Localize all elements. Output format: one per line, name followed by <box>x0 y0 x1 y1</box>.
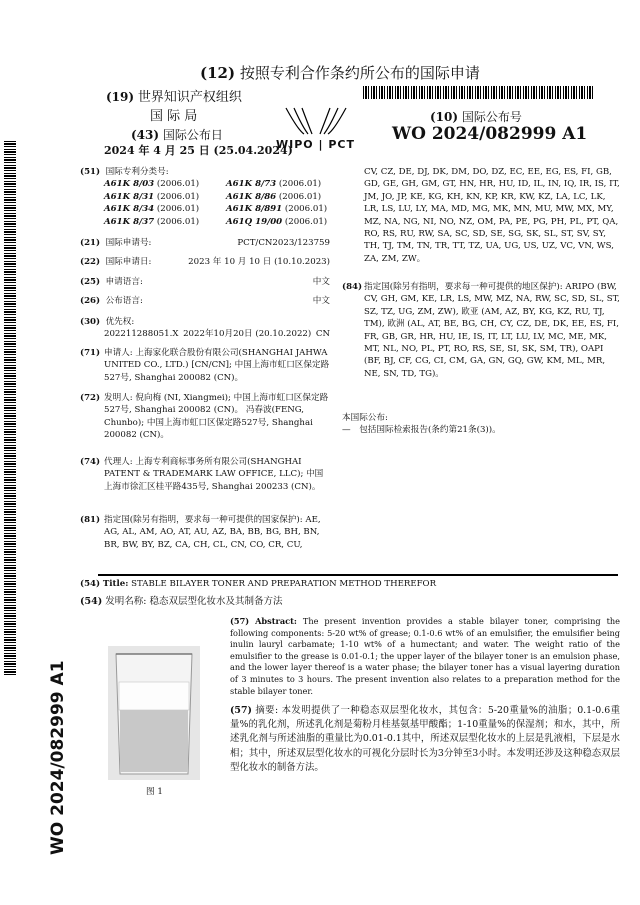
regional-protection: (84) 指定国(除另有指明，要求每一种可提供的地区保护): ARIPO (BW, CV, GH, GM, KE, LR, LS, MW, MZ, NA, RW, SC, SD, SL, ST, SZ, TZ, UG, ZM, ZW), 欧亚 (AM, AZ, BY, KG, KZ, RU, TJ, TM), 欧洲 (AL, AT, BE, BG, CH, CY, CZ, DE, DK, EE, ES, FI, FR, GB, GR, HR, HU, IE, IS, IT, LT, LU, LV, MC, ME, MK, MT, NL, NO, PL, PT, RO, RS, SE, SI, SK, SM, TR), OAPI (BF, BJ, CF, CG, CI, CM, GA, GN, GQ, GW, KM, ML, MR, NE, SN, TD, TG)。 <box>342 282 620 379</box>
agent-section: (74) 代理人: 上海专利商标事务所有限公司(SHANGHAI PATENT & TRADEMARK LAW OFFICE, LLC); 中国上海市徐汇区桂平路435号, Shanghai 200233 (CN)。 <box>80 457 324 492</box>
publication-number-label: (10) 国际公布号 <box>430 110 522 124</box>
side-publication-number: WO 2024/082999 A1 <box>48 660 68 855</box>
priority-country: CN <box>315 329 330 340</box>
ipc-code: A61K 8/03 (2006.01) <box>104 179 200 190</box>
priority-section: (30) 优先权: 202211288051.X 2022年10月20日 (20.10.2022) CN <box>80 317 330 340</box>
ipc-code: A61K 8/73 (2006.01) <box>226 179 322 190</box>
publication-number: WO 2024/082999 A1 <box>392 124 588 144</box>
barcode-top <box>363 86 593 99</box>
ipc-codes <box>80 178 330 228</box>
publication-note: 本国际公布: — 包括国际检索报告(条约第21条(3))。 <box>342 413 501 436</box>
ipc-section: (51) 国际专利分类号: A61K 8/03 (2006.01) A61K 8/73 (2006.01) A61K 8/31 (2006.01) A61K 8/86 (2006.01) A61K 8/34 (2006.01) A61K 8/891 (2006.01) A61K 8/37 (2006.01) A61Q 19/00 (2006.01) <box>80 166 330 228</box>
priority-number: 202211288051.X <box>104 329 179 340</box>
designated-states-continued: CV, CZ, DE, DJ, DK, DM, DO, DZ, EC, EE, EG, ES, FI, GB, GD, GE, GH, GM, GT, HN, HR, HU, ID, IL, IN, IQ, IR, IS, IT, JM, JO, JP, KE, KG, KH, KN, KP, KR, KW, KZ, LA, LC, LK, LR, LS, LU, LY, MA, MD, MG, MK, MN, MU, MW, MX, MY, MZ, NA, NG, NI, NO, NZ, OM, PA, PE, PG, PH, PL, PT, QA, RO, RS, RU, RW, SA, SC, SD, SE, SG, SK, SL, ST, SV, SY, TH, TJ, TM, TN, TR, TT, TZ, UA, UG, US, UZ, VC, VN, WS, ZA, ZM, ZW。 <box>364 167 620 264</box>
ipc-code: A61K 8/891 (2006.01) <box>226 204 328 215</box>
title-chinese: (54) 发明名称: 稳态双层型化妆水及其制备方法 <box>80 596 283 607</box>
title-english: (54) Title: STABLE BILAYER TONER AND PREPARATION METHOD THEREFOR <box>80 579 437 589</box>
application-field-value: PCT/CN2023/123759 <box>237 238 330 248</box>
ipc-code: A61K 8/34 (2006.01) <box>104 204 200 215</box>
application-field-value: 中文 <box>312 296 330 307</box>
publication-date: 2024 年 4 月 25 日 (25.04.2024) <box>104 144 293 157</box>
ipc-code: A61Q 19/00 (2006.01) <box>226 216 328 227</box>
priority-date: 2022年10月20日 (20.10.2022) <box>183 329 312 340</box>
application-field-row: (22) 国际申请日: 2023 年 10 月 10 日 (10.10.2023) <box>80 257 330 268</box>
publication-date-label: (43) 国际公布日 <box>131 128 223 142</box>
applicant-section: (71) 申请人: 上海家化联合股份有限公司(SHANGHAI JAHWA UNITED CO., LTD.) [CN/CN]; 中国上海市虹口区保定路527号, Shanghai 200082 (CN)。 <box>80 348 330 383</box>
divider <box>98 574 618 576</box>
wipo-logo: WIPO | PCT <box>268 104 364 152</box>
organization: (19) 世界知识产权组织 国 际 局 <box>106 90 242 124</box>
inventors-section: (72) 发明人: 倪向梅 (NI, Xiangmei); 中国上海市虹口区保定路527号, Shanghai 200082 (CN)。 冯春波(FENG, Chunbo); 中国上海市虹口区保定路527号, Shanghai 200082 (CN)。 <box>80 393 329 441</box>
barcode-side <box>4 140 16 675</box>
document-title: (12) 按照专利合作条约所公布的国际申请 <box>200 64 480 82</box>
abstract-english: (57) Abstract: The present invention provides a stable bilayer toner, comprising the following components: 5-20 wt% of grease; 0.1-0.6 wt% of an emulsifier, the emulsifier being inulin lauryl carbamate; 1-10 wt% of a humectant; and water. The weight ratio of the emulsifier to the grease is 0.01-0.1; the upper layer of the bilayer toner is an emulsion phase, and the lower layer thereof is a water phase; the bilayer toner has a visual layering duration of 3 minutes to 3 hours. The present invention also relates to a preparation method for the stable bilayer toner. <box>230 616 620 696</box>
application-field-row: (26) 公布语言: 中文 <box>80 296 330 307</box>
abstract-chinese: (57) 摘要: 本发明提供了一种稳态双层型化妆水，其包含：5-20重量%的油脂；0.1-0.6重量%的乳化剂，所述乳化剂是菊粉月桂基氨基甲酸酯；1-10重量%的保湿剂；和水，其中，所述乳化剂与所述油脂的重量比为0.01-0.1其中，所述双层型化妆水的上层是乳液相，下层是水相；其中，所述双层型化妆水的可视化分层时长为3分钟至3小时。本发明还涉及这种稳态双层型化妆水的制备方法。 <box>230 705 621 773</box>
ipc-code: A61K 8/37 (2006.01) <box>104 216 200 227</box>
application-field-row: (25) 申请语言: 中文 <box>80 276 330 287</box>
application-field-value: 中文 <box>312 276 330 287</box>
figure-image <box>108 646 200 780</box>
application-field-row: (21) 国际申请号: PCT/CN2023/123759 <box>80 238 330 248</box>
figure-caption: 图 1 <box>146 787 163 797</box>
application-field-value: 2023 年 10 月 10 日 (10.10.2023) <box>188 257 330 268</box>
designated-states: (81) 指定国(除另有指明，要求每一种可提供的国家保护): AE, AG, AL, AM, AO, AT, AU, AZ, BA, BB, BG, BH, BN, BR, BW, BY, BZ, CA, CH, CL, CN, CO, CR, CU, <box>80 515 321 550</box>
ipc-code: A61K 8/31 (2006.01) <box>104 191 200 202</box>
application-fields <box>80 237 330 315</box>
ipc-code: A61K 8/86 (2006.01) <box>226 191 322 202</box>
